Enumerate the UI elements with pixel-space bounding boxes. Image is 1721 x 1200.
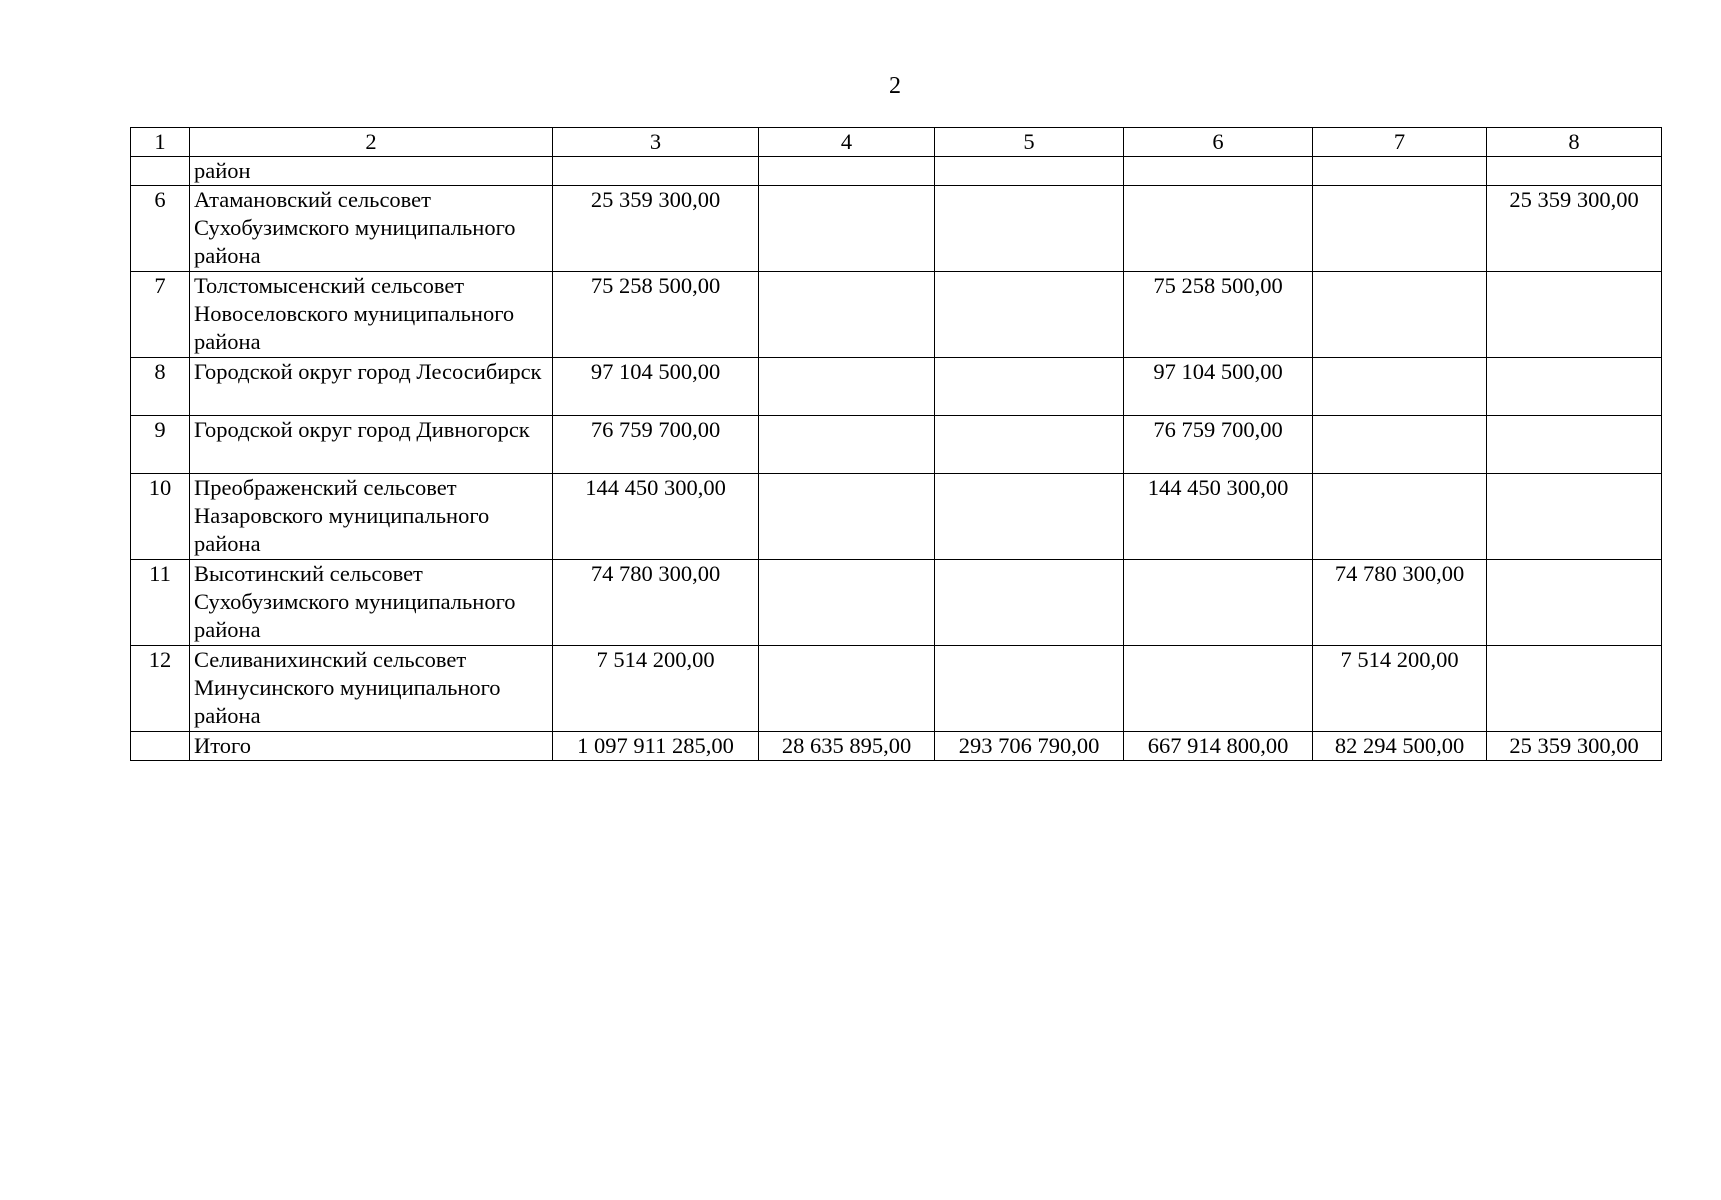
cell-col-5 <box>935 646 1124 732</box>
cell-col-6: 76 759 700,00 <box>1124 416 1313 474</box>
cell-col-5 <box>935 272 1124 358</box>
cell-col-3: 97 104 500,00 <box>553 358 759 416</box>
cell-col-5 <box>935 157 1124 186</box>
cell-col-4 <box>759 157 935 186</box>
table-row <box>131 272 1662 358</box>
cell-col-5 <box>935 474 1124 560</box>
row-number: 10 <box>131 474 190 560</box>
cell-col-8 <box>1487 157 1662 186</box>
cell-col-7 <box>1313 272 1487 358</box>
municipality-name: Городской округ город Лесосибирск <box>190 358 553 416</box>
header-col-2: 2 <box>190 128 553 157</box>
cell-col-5 <box>935 560 1124 646</box>
table-row <box>131 474 1662 560</box>
cell-col-6 <box>1124 646 1313 732</box>
cell-col-7 <box>1313 358 1487 416</box>
table-row <box>131 157 1662 186</box>
header-col-7: 7 <box>1313 128 1487 157</box>
cell-col-7 <box>1313 157 1487 186</box>
cell-col-8 <box>1487 646 1662 732</box>
cell-col-6 <box>1124 157 1313 186</box>
header-col-4: 4 <box>759 128 935 157</box>
header-col-5: 5 <box>935 128 1124 157</box>
row-number: 8 <box>131 358 190 416</box>
cell-col-6: 97 104 500,00 <box>1124 358 1313 416</box>
municipality-name: Преображенский сельсовет Назаровского муниципального района <box>190 474 553 560</box>
municipality-name: Высотинский сельсовет Сухобузимского муниципального района <box>190 560 553 646</box>
cell-col-4 <box>759 416 935 474</box>
header-col-1: 1 <box>131 128 190 157</box>
total-col-4: 28 635 895,00 <box>759 732 935 761</box>
table-row <box>131 560 1662 646</box>
cell-col-3: 74 780 300,00 <box>553 560 759 646</box>
cell-col-5 <box>935 186 1124 272</box>
municipality-name: Городской округ город Дивногорск <box>190 416 553 474</box>
total-col-8: 25 359 300,00 <box>1487 732 1662 761</box>
header-col-8: 8 <box>1487 128 1662 157</box>
row-number <box>131 732 190 761</box>
row-number: 12 <box>131 646 190 732</box>
row-number: 7 <box>131 272 190 358</box>
cell-col-7 <box>1313 186 1487 272</box>
cell-col-4 <box>759 474 935 560</box>
header-col-3: 3 <box>553 128 759 157</box>
cell-col-4 <box>759 186 935 272</box>
total-col-3: 1 097 911 285,00 <box>553 732 759 761</box>
page-number: 2 <box>889 73 901 99</box>
cell-col-6: 75 258 500,00 <box>1124 272 1313 358</box>
cell-col-8 <box>1487 474 1662 560</box>
cell-col-7 <box>1313 474 1487 560</box>
total-col-5: 293 706 790,00 <box>935 732 1124 761</box>
budget-table <box>130 127 1662 761</box>
cell-col-6 <box>1124 186 1313 272</box>
table-row <box>131 646 1662 732</box>
cell-col-8 <box>1487 560 1662 646</box>
cell-col-7: 7 514 200,00 <box>1313 646 1487 732</box>
cell-col-6: 144 450 300,00 <box>1124 474 1313 560</box>
total-label: Итого <box>190 732 553 761</box>
row-number: 11 <box>131 560 190 646</box>
cell-col-6 <box>1124 560 1313 646</box>
cell-col-8 <box>1487 272 1662 358</box>
cell-col-4 <box>759 646 935 732</box>
municipality-name: район <box>190 157 553 186</box>
cell-col-3 <box>553 157 759 186</box>
row-number: 9 <box>131 416 190 474</box>
cell-col-4 <box>759 358 935 416</box>
header-row <box>131 128 1662 157</box>
cell-col-8: 25 359 300,00 <box>1487 186 1662 272</box>
row-number <box>131 157 190 186</box>
row-number: 6 <box>131 186 190 272</box>
total-row <box>131 732 1662 761</box>
table-row <box>131 358 1662 416</box>
cell-col-4 <box>759 272 935 358</box>
cell-col-8 <box>1487 416 1662 474</box>
cell-col-8 <box>1487 358 1662 416</box>
table-row <box>131 186 1662 272</box>
cell-col-5 <box>935 358 1124 416</box>
municipality-name: Толстомысенский сельсовет Новоселовского муниципального района <box>190 272 553 358</box>
municipality-name: Селиванихинский сельсовет Минусинского муниципального района <box>190 646 553 732</box>
cell-col-7 <box>1313 416 1487 474</box>
cell-col-3: 7 514 200,00 <box>553 646 759 732</box>
header-col-6: 6 <box>1124 128 1313 157</box>
total-col-7: 82 294 500,00 <box>1313 732 1487 761</box>
table-row <box>131 416 1662 474</box>
total-col-6: 667 914 800,00 <box>1124 732 1313 761</box>
cell-col-5 <box>935 416 1124 474</box>
cell-col-4 <box>759 560 935 646</box>
municipality-name: Атамановский сельсовет Сухобузимского муниципального района <box>190 186 553 272</box>
cell-col-7: 74 780 300,00 <box>1313 560 1487 646</box>
cell-col-3: 144 450 300,00 <box>553 474 759 560</box>
cell-col-3: 75 258 500,00 <box>553 272 759 358</box>
cell-col-3: 76 759 700,00 <box>553 416 759 474</box>
cell-col-3: 25 359 300,00 <box>553 186 759 272</box>
